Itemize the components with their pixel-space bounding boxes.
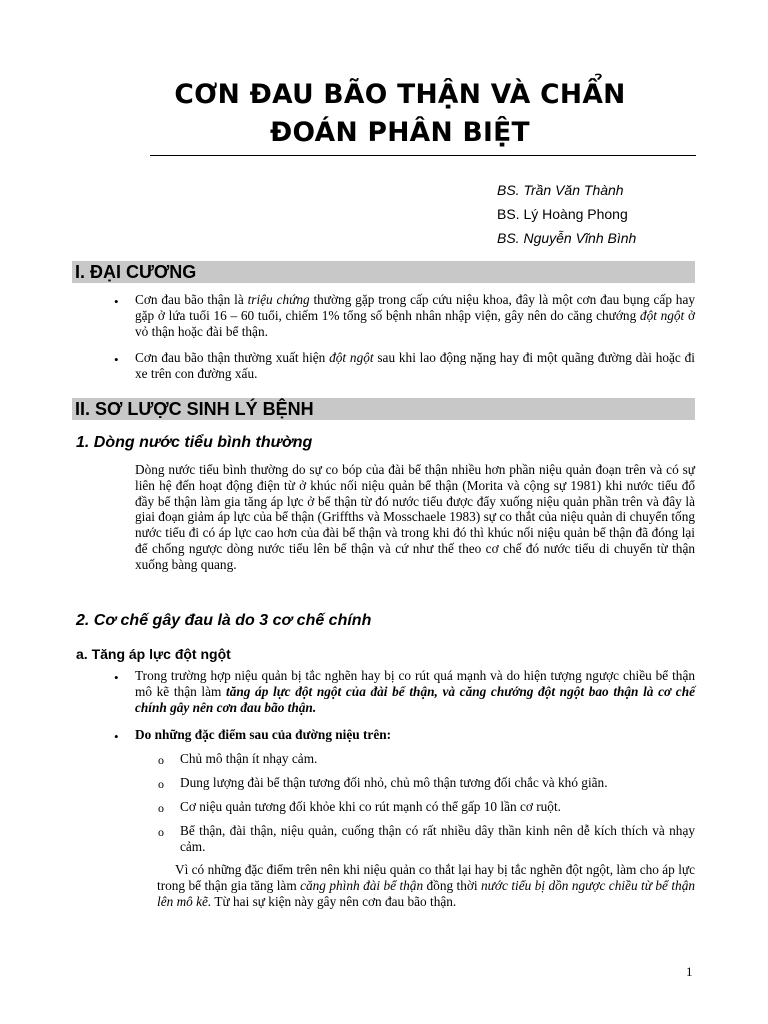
section-heading-dai-cuong: I. ĐẠI CƯƠNG	[72, 261, 695, 283]
list-item: Bể thận, đài thận, niệu quản, cuống thận có rất nhiều dây thần kinh nên dễ kích thích và nhạy cảm.	[180, 823, 695, 854]
list-item: Cơ niệu quản tương đối khỏe khi co rút mạnh có thể gấp 10 lần cơ ruột.	[180, 799, 561, 814]
sub-bullet-icon: o	[158, 753, 164, 767]
bullet-icon: •	[114, 294, 119, 309]
title-underline	[150, 155, 696, 156]
subheading-tang-ap-luc: a. Tăng áp lực đột ngột	[76, 646, 231, 662]
author-list	[497, 178, 636, 250]
intro-bullet-1: Cơn đau bão thận là triệu chứng thường gặp trong cấp cứu niệu khoa, đây là một cơn đau bụng cấp hay gặp ở lứa tuổi 16 – 60 tuổi, chiếm 1% tổng số bệnh nhân nhập viện, gây nên do căng chướng đột ngột ở vỏ thận hoặc đài bể thận.	[135, 292, 695, 339]
subheading-co-che-gay-dau: 2. Cơ chế gây đau là do 3 cơ chế chính	[76, 612, 372, 629]
sub-bullet-icon: o	[158, 801, 164, 815]
paragraph-dong-nuoc-tieu: Dòng nước tiểu bình thường do sự co bóp của đài bể thận nhiều hơn phần niệu quản đoạn trên và có sự liên hệ đến hoạt động điện từ ở khúc nối niệu quản bể thận (Morita và cộng sự 1981) khi nước tiểu đổ đầy bể thận làm gia tăng áp lực ở bể thận từ đó nước tiểu được đẩy xuống niệu quản phần trên và đây là giai đoạn giảm áp lực của bể thận (Griffths và Mosschaele 1983) sự co thắt của niệu quản di chuyển tống nước tiểu đi có áp lực cao hơn của đài bể thận và trong khi đó thì khúc nối niệu quản bể thận đã đóng lại để chống ngược dòng nước tiểu lên bể thận và cứ như thế theo cơ chế đó nước tiểu di chuyển từ thận xuống bàng quang.	[135, 462, 695, 572]
bullet-icon: •	[114, 352, 119, 367]
sub-bullet-icon: o	[158, 825, 164, 839]
document-title	[100, 76, 700, 152]
author-name: BS. Trần Văn Thành	[497, 182, 624, 198]
subheading-dong-nuoc-tieu: 1. Dòng nước tiểu bình thường	[76, 434, 313, 451]
title-line-1: CƠN ĐAU BÃO THẬN VÀ CHẨN	[174, 79, 626, 110]
sub-bullet-icon: o	[158, 777, 164, 791]
section-heading-sinh-ly-benh: II. SƠ LƯỢC SINH LÝ BỆNH	[72, 398, 695, 420]
title-line-2: ĐOÁN PHÂN BIỆT	[270, 117, 530, 148]
intro-bullet-2: Cơn đau bão thận thường xuất hiện đột ngột sau khi lao động nặng hay đi một quãng đường dài hoặc đi xe trên con đường xấu.	[135, 350, 695, 381]
author-name: BS. Lý Hoàng Phong	[497, 206, 628, 222]
mechanism-bullet-1: Trong trường hợp niệu quản bị tắc nghẽn hay bị co rút quá mạnh và do hiện tượng ngược chiều bể thận mô kẽ thận làm tăng áp lực đột ngột của đài bể thận, và căng chướng đột ngột bao thận là cơ chế chính gây nên cơn đau bão thận.	[135, 668, 695, 715]
page-number: 1	[686, 964, 693, 979]
mechanism-bullet-2: Do những đặc điểm sau của đường niệu trên:	[135, 727, 392, 742]
author-name: BS. Nguyễn Vĩnh Bình	[497, 230, 637, 246]
bullet-icon: •	[114, 670, 119, 685]
list-item: Chủ mô thận ít nhạy cảm.	[180, 751, 318, 766]
list-item: Dung lượng đài bể thận tương đối nhỏ, chủ mô thận tương đối chắc và khó giãn.	[180, 775, 608, 790]
bullet-icon: •	[114, 729, 119, 744]
closing-paragraph: Vì có những đặc điểm trên nên khi niệu quản co thắt lại hay bị tắc nghẽn đột ngột, làm cho áp lực trong bể thận gia tăng làm căng phình đài bể thận đồng thời nước tiểu bị dồn ngược chiều từ bể thận lên mô kẽ. Từ hai sự kiện này gây nên cơn đau bão thận.	[157, 862, 695, 909]
